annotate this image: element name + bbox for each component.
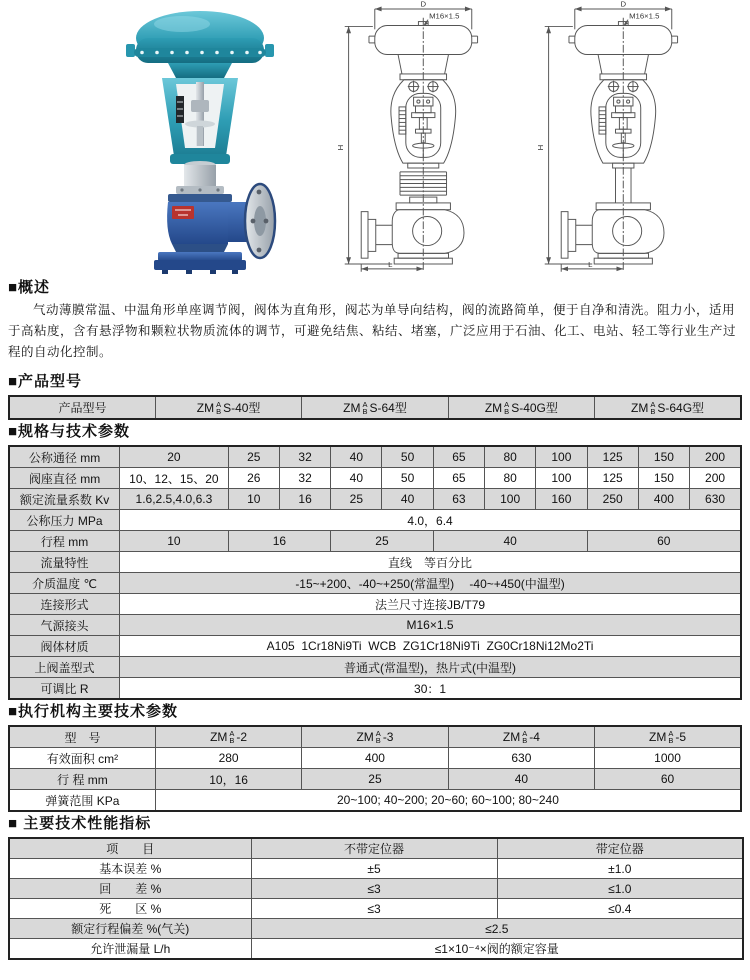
spec-label-cell: 连接形式 [9, 594, 120, 615]
performance-table [8, 837, 744, 960]
spec-value-cell: 40 [331, 468, 382, 489]
specs-title: ■规格与技术参数 [8, 423, 131, 440]
actuator-dome [126, 11, 274, 78]
model-cell [448, 396, 594, 419]
spec-value-cell: 80 [485, 468, 536, 489]
spec-value-cell: 63 [433, 489, 484, 510]
dimension-h [336, 26, 392, 264]
spec-label-cell: 上阀盖型式 [9, 657, 120, 678]
spec-value-cell: 65 [433, 446, 484, 468]
spec-value-cell: M16×1.5 [120, 615, 741, 636]
dimension-h [536, 26, 592, 264]
spec-value-cell: 80 [485, 446, 536, 468]
performance-label-cell: 基本误差 % [9, 859, 251, 879]
dimension-drawing-mid-temp [336, 0, 496, 272]
actuator-value-cell: 400 [302, 748, 448, 769]
model-prefix: ZM [631, 401, 649, 415]
spec-value-cell: 60 [587, 531, 741, 552]
dimension-l [561, 260, 623, 272]
spec-label-cell: 行程 mm [9, 531, 120, 552]
spec-value-cell: 4.0，6.4 [120, 510, 741, 531]
yoke [162, 78, 238, 164]
spec-row-pn [9, 510, 741, 531]
performance-label-cell: 回 差 % [9, 879, 251, 899]
spec-value-cell: 32 [279, 468, 330, 489]
spec-value-cell: A105 1Cr18Ni9Ti WCB ZG1Cr18Ni9Ti ZG0Cr18Ni12Mo2Ti [120, 636, 741, 657]
performance-value-cell: ≤1×10⁻⁴×阀的额定容量 [251, 939, 743, 960]
spec-value-cell: 160 [536, 489, 587, 510]
model-cell [155, 726, 301, 748]
spec-value-cell: 10 [228, 489, 279, 510]
dimension-l [361, 260, 423, 272]
nameplate [172, 206, 194, 219]
performance-value-cell: ≤0.4 [497, 899, 743, 919]
model-cell [595, 396, 741, 419]
model-cell [155, 396, 301, 419]
spec-value-cell: 150 [638, 468, 689, 489]
actuator-title: ■执行机构主要技术参数 [8, 703, 179, 720]
spec-value-cell: 100 [485, 489, 536, 510]
spec-value-cell: 250 [587, 489, 638, 510]
spec-value-cell: -15~+200、-40~+250(常温型) -40~+450(中温型) [120, 573, 741, 594]
model-cell [302, 726, 448, 748]
actuator-header-row [9, 726, 741, 748]
thread-size-label: M16×1.5 [629, 11, 660, 21]
spec-value-cell: 100 [536, 468, 587, 489]
spec-value-cell: 200 [690, 468, 741, 489]
actuator-row-spring [9, 790, 741, 812]
actuator-value-cell: 20~100; 40~200; 20~60; 60~100; 80~240 [155, 790, 741, 812]
performance-label-cell: 额定行程偏差 %(气关) [9, 919, 251, 939]
spec-value-cell: 16 [279, 489, 330, 510]
performance-label-cell: 允许泄漏量 L/h [9, 939, 251, 960]
performance-row-hysteresis [9, 879, 743, 899]
spec-value-cell: 26 [228, 468, 279, 489]
performance-title: ■ 主要技术性能指标 [8, 815, 152, 832]
spec-label-cell: 可调比 R [9, 678, 120, 700]
model-designation [485, 401, 558, 415]
specs-table [8, 445, 742, 700]
actuator-value-cell: 60 [595, 769, 741, 790]
spec-value-cell: 40 [331, 446, 382, 468]
spec-row-ratio [9, 678, 741, 700]
model-suffix: S-64型 [369, 401, 407, 415]
spec-value-cell: 630 [690, 489, 741, 510]
dim-label-d: D [620, 0, 627, 9]
performance-value-cell: ≤3 [251, 879, 497, 899]
product-model-table [8, 395, 742, 420]
actuator-value-cell: 25 [302, 769, 448, 790]
performance-row-basic-error [9, 859, 743, 879]
spec-value-cell: 16 [228, 531, 331, 552]
actuator-value-cell: 280 [155, 748, 301, 769]
dim-label-d: D [420, 0, 427, 9]
spec-value-cell: 30：1 [120, 678, 741, 700]
spec-row-conn [9, 594, 741, 615]
spec-label-cell: 阀座直径 mm [9, 468, 120, 489]
performance-value-cell: ≤3 [251, 899, 497, 919]
spec-value-cell: 20 [120, 446, 229, 468]
spec-value-cell: 10 [120, 531, 229, 552]
dim-label-h: H [336, 144, 345, 151]
product-model-row-label: 产品型号 [9, 396, 155, 419]
valve-body-outline [561, 203, 664, 264]
product-model-row [9, 396, 741, 419]
model-suffix: S-40G型 [511, 401, 558, 415]
actuator-label-cell: 行 程 mm [9, 769, 155, 790]
spec-label-cell: 介质温度 ℃ [9, 573, 120, 594]
performance-value-cell: ≤1.0 [497, 879, 743, 899]
spec-row-seat [9, 468, 741, 489]
model-designation [343, 401, 407, 415]
spec-value-cell: 25 [228, 446, 279, 468]
performance-value-cell: ≤2.5 [251, 919, 743, 939]
model-prefix: ZM [484, 401, 503, 415]
thread-label [623, 12, 659, 27]
dim-label-l: L [588, 259, 593, 269]
actuator-row-travel [9, 769, 741, 790]
spec-label-cell: 流量特性 [9, 552, 120, 573]
performance-label-cell: 死 区 % [9, 899, 251, 919]
spec-value-cell: 法兰尺寸连接JB/T79 [120, 594, 741, 615]
spec-value-cell: 32 [279, 446, 330, 468]
actuator-value-cell: 630 [448, 748, 594, 769]
spec-row-temp [9, 573, 741, 594]
actuator-value-cell: 40 [448, 769, 594, 790]
spec-value-cell: 直线 等百分比 [120, 552, 741, 573]
spec-value-cell: 400 [638, 489, 689, 510]
model-designation: ZM A B -3 [356, 729, 394, 745]
actuator-header-label: 型 号 [9, 726, 155, 748]
spec-label-cell: 气源接头 [9, 615, 120, 636]
model-cell [302, 396, 448, 419]
spec-row-bonnet [9, 657, 741, 678]
model-cell [448, 726, 594, 748]
performance-header-no-positioner: 不带定位器 [251, 838, 497, 859]
spec-row-kv [9, 489, 741, 510]
model-suffix: S-64G型 [657, 401, 705, 415]
actuator-value-cell: 1000 [595, 748, 741, 769]
performance-header-item: 项 目 [9, 838, 251, 859]
spec-value-cell: 125 [587, 468, 638, 489]
model-designation: ZM A B -5 [649, 729, 687, 745]
spec-row-air [9, 615, 741, 636]
spec-row-flow [9, 552, 741, 573]
performance-value-cell: ±1.0 [497, 859, 743, 879]
actuator-value-cell: 10，16 [155, 769, 301, 790]
spec-row-dn [9, 446, 741, 468]
spec-value-cell: 200 [690, 446, 741, 468]
spec-value-cell: 50 [382, 468, 433, 489]
spec-label-cell: 公称压力 MPa [9, 510, 120, 531]
spec-label-cell: 公称通径 mm [9, 446, 120, 468]
valve-body [154, 184, 275, 274]
model-stack: A B [504, 400, 510, 416]
spec-value-cell: 65 [433, 468, 484, 489]
spec-value-cell: 普通式(常温型)，热片式(中温型) [120, 657, 741, 678]
valve-photo [112, 4, 282, 276]
dim-label-l: L [388, 259, 393, 269]
bonnet [176, 161, 224, 194]
performance-row-travel-deviation [9, 919, 743, 939]
stem-assembly-outline [399, 97, 435, 157]
spec-value-cell: 125 [587, 446, 638, 468]
spec-value-cell: 25 [331, 531, 434, 552]
thread-label [423, 12, 459, 27]
overview-title: ■概述 [8, 279, 51, 296]
spec-value-cell: 40 [433, 531, 587, 552]
spec-value-cell: 50 [382, 446, 433, 468]
actuator-table [8, 725, 742, 812]
model-stack [216, 402, 221, 415]
spec-label-cell: 额定流量系数 Kv [9, 489, 120, 510]
performance-row-leakage [9, 939, 743, 960]
actuator-row-area [9, 748, 741, 769]
thread-size-label: M16×1.5 [429, 11, 460, 21]
model-stack: A B [650, 400, 656, 416]
model-designation [631, 401, 704, 415]
model-designation: ZM A B -2 [210, 729, 248, 745]
performance-header-row [9, 838, 743, 859]
overview-body: 气动薄膜常温、中温角形单座调节阀，阀体为直角形，阀芯为单导向结构，阀的流路简单，便于自净和清洗。阻力小，适用于高粘度，含有悬浮物和颗粒状物质流体的调节，可避免结焦、粘结、堵塞，广泛应用于石油、化工、电站、轻工等行业生产过程的自动化控制。 [8, 303, 737, 359]
actuator-label-cell: 有效面积 cm² [9, 748, 155, 769]
model-stack-bottom: B [216, 406, 222, 416]
spec-row-travel [9, 531, 741, 552]
performance-value-cell: ±5 [251, 859, 497, 879]
model-designation: ZM A B -4 [502, 729, 540, 745]
model-stack-top: A [216, 400, 222, 410]
dim-label-h: H [536, 144, 545, 151]
model-designation [197, 401, 261, 415]
spec-value-cell: 150 [638, 446, 689, 468]
spec-label-cell: 阀体材质 [9, 636, 120, 657]
spec-value-cell: 10、12、15、20 [120, 468, 229, 489]
spec-value-cell: 25 [331, 489, 382, 510]
performance-header-with-positioner: 带定位器 [497, 838, 743, 859]
spec-value-cell: 1.6,2.5,4.0,6.3 [120, 489, 229, 510]
model-cell [595, 726, 741, 748]
spec-value-cell: 100 [536, 446, 587, 468]
product-model-title: ■产品型号 [8, 373, 83, 390]
model-prefix: ZM [343, 401, 361, 415]
dimension-drawing-normal-temp [536, 0, 696, 272]
figure-strip [0, 0, 750, 276]
valve-body-outline [361, 203, 464, 264]
stem-assembly-outline [599, 97, 635, 157]
spec-value-cell: 40 [382, 489, 433, 510]
model-stack: A B [362, 400, 368, 416]
spec-row-material [9, 636, 741, 657]
model-prefix: ZM [196, 401, 215, 415]
performance-row-deadband [9, 899, 743, 919]
actuator-label-cell: 弹簧范围 KPa [9, 790, 155, 812]
model-suffix: S-40型 [223, 401, 261, 415]
